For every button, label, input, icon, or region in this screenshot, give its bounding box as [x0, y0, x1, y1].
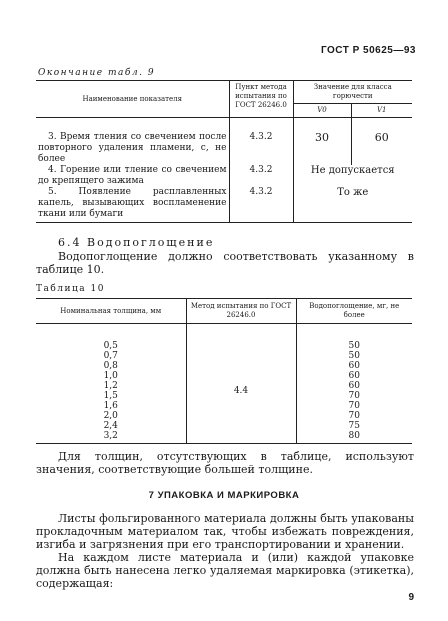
- t9-row1-method: 4.3.2: [229, 132, 293, 165]
- t10-absorption-9: 75: [348, 421, 360, 431]
- section-7-p2: На каждом листе материала и (или) каждой упаковке должна быть нанесена легко удаляемая маркировка (этикетка), содержащая:: [36, 551, 414, 590]
- table-row: [36, 132, 412, 165]
- t9-header-values: Значение для класса горючести: [293, 81, 412, 104]
- t10-absorption-10: 80: [348, 431, 360, 441]
- section-7-p1: Листы фольгированного материала должны быть упакованы прокладочным материалом так, чтобы избежать повреждения, изгиба и загрязнения при его транспортировании и хранении.: [36, 512, 414, 551]
- t10-absorption-1: 50: [348, 341, 360, 351]
- table-10: [36, 298, 412, 444]
- t10-thickness-9: 2,4: [103, 421, 118, 431]
- t9-row3-name: 5. Появление расплавленных капель, вызывающих воспламенение ткани или бумаги: [36, 187, 229, 223]
- section-7-title: 7 УПАКОВКА И МАРКИРОВКА: [148, 490, 300, 501]
- section-6-4-title: 6.4 Водопоглощение: [58, 236, 215, 249]
- t9-header-name: Наименование показателя: [82, 94, 183, 103]
- page-number: 9: [408, 592, 414, 603]
- t10-header-absorption: Водопоглощение, мг, не более: [296, 299, 412, 324]
- t9-row2-method: 4.3.2: [229, 165, 293, 187]
- t10-absorption-8: 70: [348, 411, 360, 421]
- t10-absorption-4: 60: [348, 371, 360, 381]
- t10-thickness-column: [37, 341, 185, 441]
- t10-absorption-3: 60: [348, 361, 360, 371]
- t10-absorption-2: 50: [348, 351, 360, 361]
- t10-method-value: 4.4: [233, 385, 249, 396]
- table-row: [36, 187, 412, 223]
- t10-thickness-4: 1,0: [103, 371, 118, 381]
- t10-header-thickness: Номинальная толщина, мм: [36, 299, 186, 324]
- note-paragraph: Для толщин, отсутствующих в таблице, используют значения, соответствующие большей толщине.: [36, 450, 414, 476]
- t10-header-method: Метод испытания по ГОСТ 26246.0: [186, 299, 296, 324]
- table10-caption: Таблица 10: [36, 284, 105, 294]
- t9-row3-span: То же: [293, 187, 412, 223]
- t10-thickness-8: 2,0: [103, 411, 118, 421]
- t10-thickness-5: 1,2: [103, 381, 118, 391]
- section-6-4: [36, 237, 414, 276]
- t9-header-method: Пункт метода испытания по ГОСТ 26246.0: [229, 81, 293, 118]
- t9-header-v1: V1: [351, 104, 412, 118]
- t10-absorption-6: 70: [348, 391, 360, 401]
- t10-thickness-7: 1,6: [103, 401, 118, 411]
- t9-row1-v0: 30: [293, 132, 351, 165]
- t9-row2-name: 4. Горение или тление со свечением до крепящего зажима: [38, 165, 227, 186]
- t10-thickness-6: 1,5: [103, 391, 118, 401]
- section-6-4-text: Водопоглощение должно соответствовать указанному в таблице 10.: [36, 249, 414, 276]
- t10-absorption-column: [298, 341, 412, 441]
- t9-header-v0: V0: [293, 104, 351, 118]
- t10-thickness-3: 0,8: [103, 361, 118, 371]
- t9-row1-v1: 60: [351, 132, 412, 165]
- table-row: [36, 165, 412, 187]
- t9-row3-method: 4.3.2: [229, 187, 293, 223]
- page-header: ГОСТ Р 50625—93: [320, 45, 416, 56]
- t10-thickness-2: 0,7: [103, 351, 118, 361]
- t9-row1-name: 3. Время тления со свечением после повторного удаления пламени, с, не более: [38, 132, 227, 164]
- t10-thickness-1: 0,5: [103, 341, 118, 351]
- table-9: [36, 80, 412, 223]
- table9-caption: Окончание табл. 9: [38, 68, 156, 78]
- t10-absorption-7: 70: [348, 401, 360, 411]
- t9-row2-span: Не допускается: [293, 165, 412, 187]
- t10-thickness-10: 3,2: [103, 431, 118, 441]
- t10-absorption-5: 60: [348, 381, 360, 391]
